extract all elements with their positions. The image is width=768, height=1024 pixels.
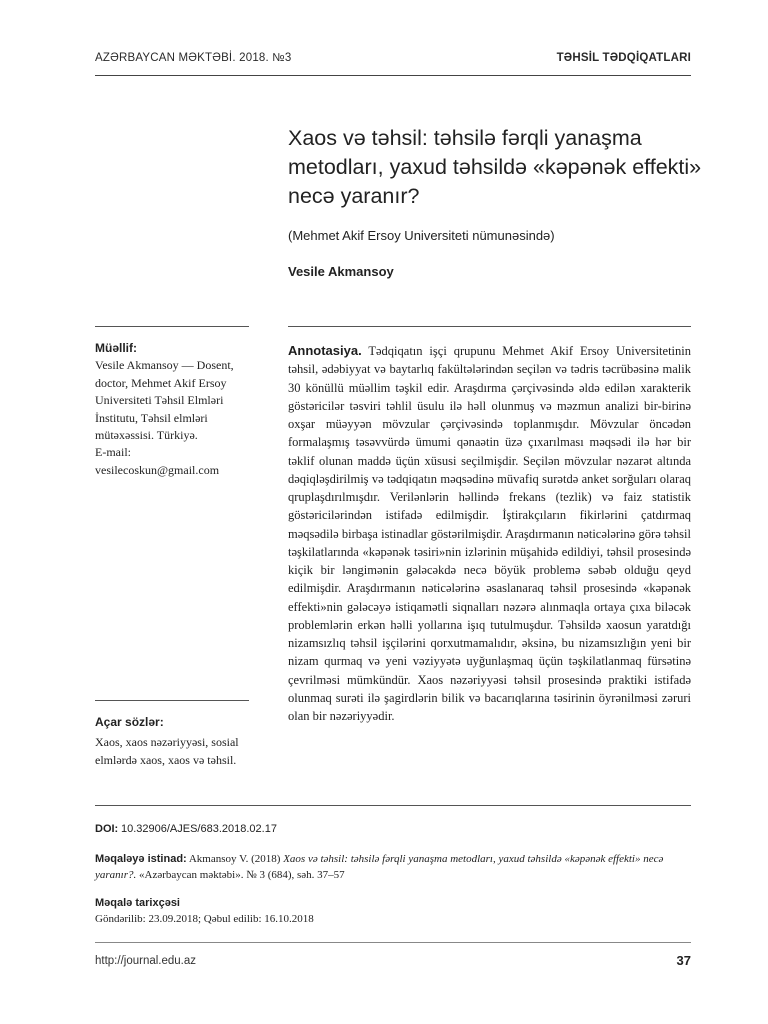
page-bottom-divider bbox=[95, 942, 691, 943]
doi-line bbox=[95, 822, 691, 838]
abstract-label: Annotasiya. bbox=[288, 343, 362, 358]
journal-url[interactable]: http://journal.edu.az bbox=[95, 955, 197, 967]
author-info-block bbox=[95, 340, 255, 479]
abstract-divider-top bbox=[288, 326, 691, 327]
doi-value: 10.32906/AJES/683.2018.02.17 bbox=[120, 823, 277, 835]
footer-divider bbox=[95, 805, 691, 806]
citation-label: Məqaləyə istinad: bbox=[95, 853, 187, 865]
article-subtitle: (Mehmet Akif Ersoy Universiteti nümunəsində) bbox=[288, 228, 555, 243]
abstract bbox=[288, 342, 691, 725]
running-header-section: TƏHSİL TƏDQİQATLARI bbox=[556, 52, 691, 64]
doi-label: DOI: bbox=[95, 823, 119, 835]
keywords-list: Xaos, xaos nəzəriyyəsi, sosial elmlərdə xaos, xaos və təhsil. bbox=[95, 735, 239, 767]
article-history bbox=[95, 896, 691, 927]
author-email: vesilecoskun@gmail.com bbox=[95, 462, 220, 477]
page-number: 37 bbox=[676, 953, 691, 968]
citation-source: «Azərbaycan məktəbi». № 3 (684), səh. 37–57 bbox=[139, 868, 345, 881]
history-label: Məqalə tarixçəsi bbox=[95, 897, 180, 909]
email-label: E-mail: bbox=[95, 445, 131, 460]
abstract-text: Tədqiqatın işçi qrupunu Mehmet Akif Ersoy Universitetinin təhsil, ədəbiyyat və baytarlıq fakültələrindən seçilən və tədris təcrübəsinə malik 30 könüllü müəllim təşkil edir. Araşdırma çərçivəsində əldə edilən xarakterik göstəricilər təsviri təhlil üsulu ilə həll olunmuş və məzmun analizi bir-birinə oxşar müəyyən mövzular çərçivəsində toplanmışdır. Mövzular öncədən formalaşmış təsəvvürdə ümumi qənaətin üzə çıxarılması məqsədi ilə hər bir təklif olunan maddə üçün xüsusi seçilmişdir. Seçilən mövzular nəzarət altında dəqiqləşdirilmiş və tədqiqatın məqsədinə müvafiq surətdə anket sorğuları olaraq qruplaşdırılmışdır. Verilənlərin həllində frekans (tezlik) və faiz statistik göstəricilərindən istifadə edilmişdir. İştirakçıların fikirlərini çatdırmaq məqsədilə birbaşa istinadlar göstərilmişdir. Araşdırmanın nəticələrinə görə təhsil təşkilatlarında «kəpənək təsiri»nin izlərinin müşahidə edildiyi, təhsil prosesində kiçik bir ləngimənin gələcəkdə necə böyük problemə səbəb olduğu qeyd edilmişdir. Araşdırmanın nəticələrinə əsaslanaraq təhsil prosesində «kəpənək effekti»nin gələcəyə istiqamətli siqnalları nəzərə alınmaqla ortaya çıxa biləcək problemlərin erkən həlli yollarına işıq tutulmuşdur. Təhsildə xaosun yaratdığı nizamsızlıq təhsil işçilərini qorxutmamalıdır, əksinə, bu nizamsızlığın yeni bir nizam qurmaq və yeni vəziyyətə uyğunlaşmaq üçün təşkilatlanmaq fürsətinə çevrilməsi mümkündür. Xaos nəzəriyyəsi təhsil prosesində praktiki istifadə olunmaq surəti ilə şagirdlərin bilik və bacarıqlarına təsirinin öyrənilməsi zəruri olan bir nəzəriyyədir. bbox=[288, 344, 692, 723]
article-author: Vesile Akmansoy bbox=[288, 264, 394, 279]
author-heading: Müəllif: bbox=[95, 341, 137, 355]
citation-author: Akmansoy V. (2018) bbox=[188, 853, 281, 865]
history-dates: Göndərilib: 23.09.2018; Qəbul edilib: 16.10.2018 bbox=[95, 912, 314, 925]
sidebar-divider-keywords bbox=[95, 700, 249, 701]
author-affiliation: Vesile Akmansoy — Dosent, doctor, Mehmet Akif Ersoy Universiteti Təhsil Elmləri İnstitutu, Təhsil elmləri mütəxəssisi. Türkiyə. bbox=[95, 358, 234, 443]
citation-title: Xaos və təhsil: təhsilə fərqli yanaşma metodları, yaxud təhsildə «kəpənək effekti» necə yaranır?. bbox=[95, 853, 664, 881]
article-title: Xaos və təhsil: təhsilə fərqli yanaşma metodları, yaxud təhsildə «kəpənək effekti» necə yaranır? bbox=[288, 126, 702, 208]
header-divider bbox=[95, 75, 691, 76]
citation-line bbox=[95, 852, 691, 883]
running-header-journal: AZƏRBAYCAN MƏKTƏBİ. 2018. №3 bbox=[95, 52, 292, 64]
sidebar-divider-top bbox=[95, 326, 249, 327]
keywords-heading: Açar sözlər: bbox=[95, 715, 164, 729]
keywords-block bbox=[95, 714, 255, 769]
